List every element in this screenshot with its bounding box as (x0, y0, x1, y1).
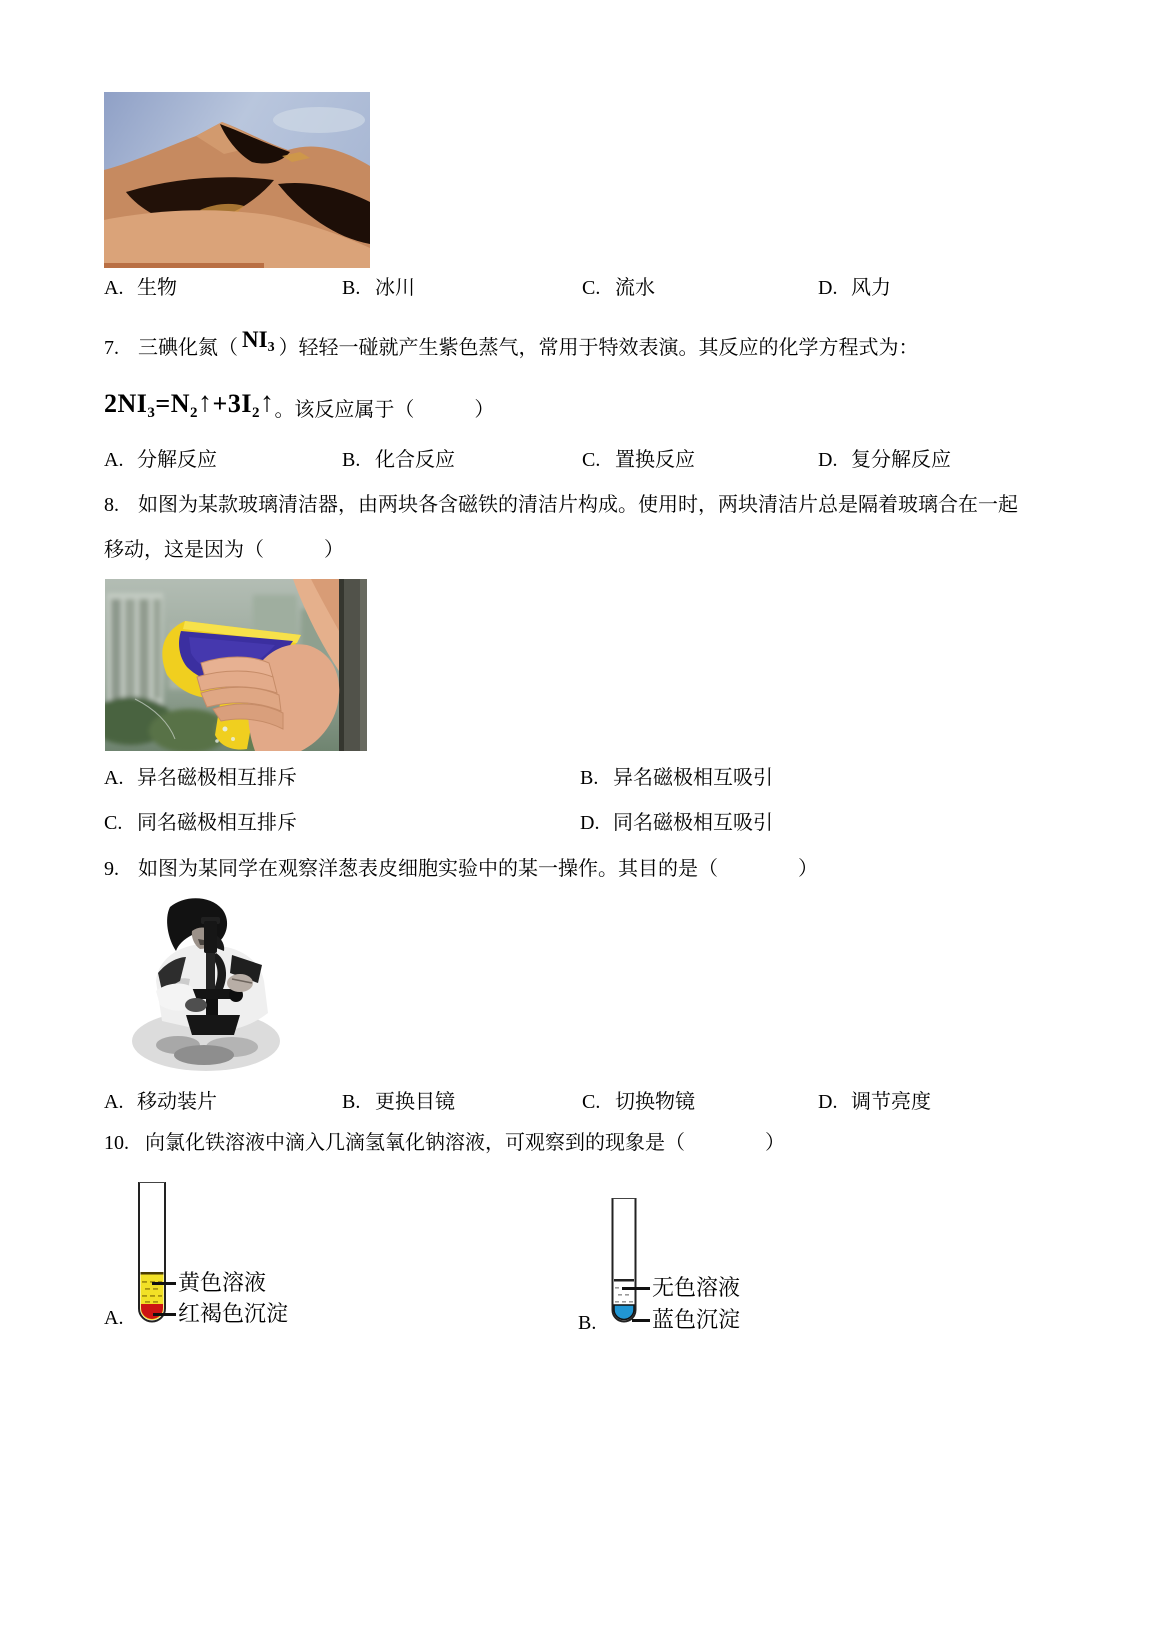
option-letter: C. (582, 449, 601, 471)
label-leader-line (632, 1319, 650, 1322)
label-leader-line (153, 1313, 176, 1316)
option-text: 分解反应 (137, 449, 217, 471)
q8-stem-text2: 移动，这是因为（ ） (104, 539, 344, 561)
q6-option-c (582, 276, 655, 300)
option-letter: D. (580, 812, 600, 834)
question-number: 8. (104, 494, 119, 516)
option-letter: B. (342, 1091, 361, 1113)
option-letter: B. (578, 1312, 597, 1334)
option-text: 更换目镜 (375, 1091, 455, 1113)
option-text: 移动装片 (137, 1091, 217, 1113)
option-text: 流水 (615, 277, 655, 299)
q7-stem-post: ）轻轻一碰就产生紫色蒸气，常用于特效表演。其反应的化学方程式为： (278, 337, 919, 359)
solution-label: 无色溶液 (652, 1275, 741, 1300)
option-letter: D. (818, 277, 838, 299)
label-leader-line (152, 1282, 176, 1285)
q8-option-b (580, 766, 773, 790)
option-letter: B. (342, 277, 361, 299)
q9-option-c (582, 1090, 695, 1114)
solution-label: 黄色溶液 (178, 1270, 267, 1295)
q9-option-a (104, 1090, 217, 1114)
option-text: 置换反应 (615, 449, 695, 471)
option-letter: B. (342, 449, 361, 471)
option-text: 异名磁极相互排斥 (137, 767, 297, 789)
option-letter: A. (104, 449, 124, 471)
q8-stem-line1 (104, 493, 1018, 517)
q7-stem (104, 327, 919, 364)
option-letter: A. (104, 767, 124, 789)
option-letter: C. (104, 812, 123, 834)
q9-option-b (342, 1090, 455, 1114)
glass-cleaner-photo (105, 579, 367, 751)
q7-stem-pre: 三碘化氮（ (138, 337, 238, 359)
option-letter: C. (582, 277, 601, 299)
q9-option-d (818, 1090, 931, 1114)
option-text: 化合反应 (375, 449, 455, 471)
q6-option-b (342, 276, 415, 300)
test-tube-b-drawing (610, 1197, 638, 1327)
option-text: 冰川 (375, 277, 415, 299)
option-letter: A. (104, 1091, 124, 1113)
q10-stem-text: 向氯化铁溶液中滴入几滴氢氧化钠溶液，可观察到的现象是（ ） (145, 1132, 785, 1154)
q7-option-d (818, 448, 951, 472)
label-leader-line (622, 1287, 650, 1290)
q7-option-b (342, 448, 455, 472)
q7-after-equation: 。该反应属于（ ） (274, 399, 495, 421)
option-text: 风力 (851, 277, 891, 299)
q7-option-c (582, 448, 695, 472)
question-number: 9. (104, 858, 119, 880)
q10-stem (104, 1131, 785, 1155)
q8-option-c (104, 811, 297, 835)
option-letter: D. (818, 1091, 838, 1113)
q7-equation-line (104, 386, 494, 422)
option-text: 调节亮度 (851, 1091, 931, 1113)
option-letter: A. (104, 1307, 124, 1329)
option-text: 生物 (137, 277, 177, 299)
q7-option-a (104, 448, 217, 472)
microscope-photo (128, 895, 288, 1073)
option-text: 同名磁极相互排斥 (137, 812, 297, 834)
q8-option-d (580, 811, 773, 835)
option-text: 同名磁极相互吸引 (613, 812, 773, 834)
option-letter: C. (582, 1091, 601, 1113)
q8-stem-text: 如图为某款玻璃清洁器，由两块各含磁铁的清洁片构成。使用时，两块清洁片总是隔着玻璃合在一起 (138, 494, 1018, 516)
precipitate-label: 红褐色沉淀 (178, 1301, 289, 1326)
option-letter: B. (580, 767, 599, 789)
option-letter: A. (104, 277, 124, 299)
chemical-equation: $2NI_3=N_2↑+3I_2↑$ (104, 387, 275, 421)
question-number: 7. (104, 337, 119, 359)
test-tube-a-drawing (136, 1181, 168, 1327)
q9-stem (104, 857, 818, 881)
sand-dunes-photo (104, 92, 370, 268)
option-text: 复分解反应 (851, 449, 951, 471)
q6-option-a (104, 276, 177, 300)
option-letter: D. (818, 449, 838, 471)
q6-option-d (818, 276, 891, 300)
option-text: 异名磁极相互吸引 (613, 767, 773, 789)
question-number: 10. (104, 1132, 129, 1154)
q8-stem-line2 (104, 538, 344, 562)
ni3-formula: $NI_3$ (242, 327, 275, 355)
q8-option-a (104, 766, 297, 790)
precipitate-label: 蓝色沉淀 (652, 1307, 741, 1332)
q9-stem-text: 如图为某同学在观察洋葱表皮细胞实验中的某一操作。其目的是（ ） (138, 858, 818, 880)
option-text: 切换物镜 (615, 1091, 695, 1113)
